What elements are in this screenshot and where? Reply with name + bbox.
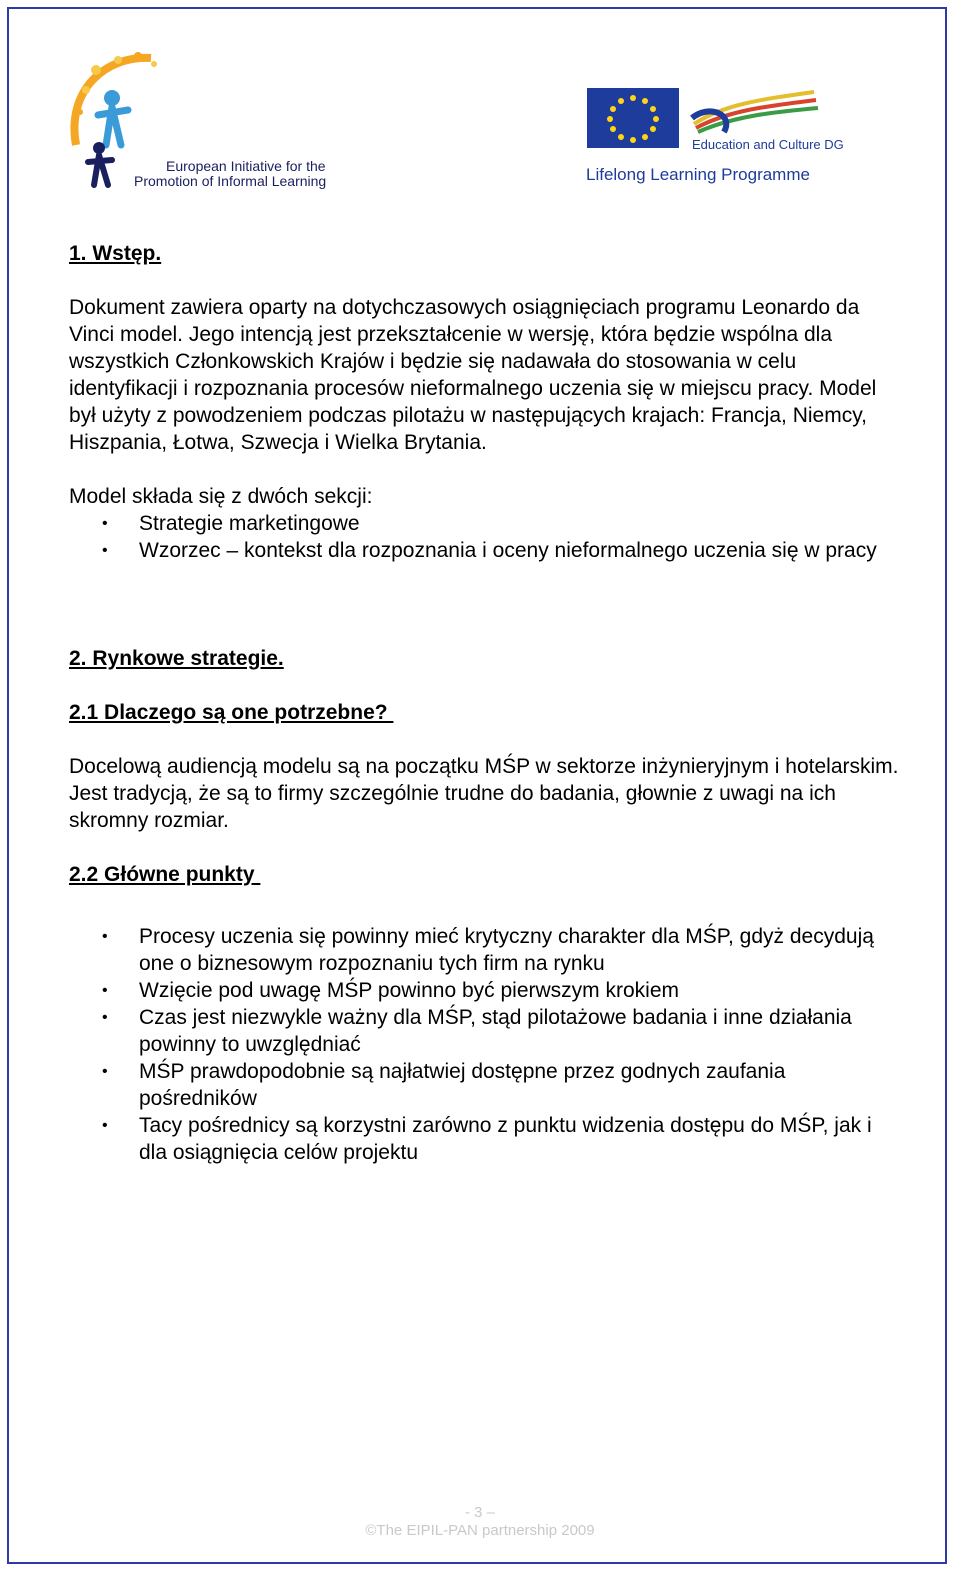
intro-list-intro: Model składa się z dwóch sekcji: [69,485,373,508]
list-item: • Strategie marketingowe [69,510,899,537]
list-item: • MŚP prawdopodobnie są najłatwiej dostępne przez godnych zaufania pośredników [69,1058,899,1112]
eu-flag-icon [584,84,852,194]
list-item: • Wzięcie pod uwagę MŚP powinno być pierwszym krokiem [69,977,899,1004]
subsection-heading-why: 2.1 Dlaczego są one potrzebne? [69,701,394,724]
intro-list [69,510,899,564]
svg-text:European Initiative for the: European Initiative for the [166,158,326,174]
document-body [69,240,899,1166]
section-heading-intro: 1. Wstęp. [69,242,162,265]
list-item: • Czas jest niezwykle ważny dla MŚP, stąd pilotażowe badania i inne działania powinny to uwzględniać [69,1004,899,1058]
svg-text:Education and Culture DG: Education and Culture DG [692,137,844,152]
main-points-list [69,923,899,1166]
svg-text:Lifelong Learning Programme: Lifelong Learning Programme [586,165,810,184]
eu-lifelong-learning-logo [584,84,852,194]
why-paragraph: Docelową audiencją modelu są na początku MŚP w sektorze inżynieryjnym i hotelarskim. Jest tradycją, że są to firmy szczególnie trudne do badania, głownie z uwagi na ich skromny rozmiar. [69,755,899,832]
eipil-logo [66,50,346,200]
list-item: • Wzorzec – kontekst dla rozpoznania i oceny nieformalnego uczenia się w pracy [69,537,899,564]
page-number: - 3 – [464,1504,495,1521]
list-item: • Tacy pośrednicy są korzystni zarówno z punktu widzenia dostępu do MŚP, jak i dla osiągnięcia celów projektu [69,1112,899,1166]
eipil-star-figures-icon [66,50,346,200]
intro-paragraph: Dokument zawiera oparty na dotychczasowych osiągnięciach programu Leonardo da Vinci model. Jego intencją jest przekształcenie w wersję, która będzie wspólna dla wszystkich Członkowskich Krajów i będzie się nadawała do stosowania w celu identyfikacji i rozpoznania procesów nieformalnego uczenia się w miejscu pracy. Model był użyty z powodzeniem podczas pilotażu w następujących krajach: Francja, Niemcy, Hiszpania, Łotwa, Szwecja i Wielka Brytania. [69,296,877,454]
list-item: • Procesy uczenia się powinny mieć krytyczny charakter dla MŚP, gdyż decydują one o biznesowym rozpoznaniu tych firm na rynku [69,923,899,977]
copyright-footer: ©The EIPIL-PAN partnership 2009 [365,1522,595,1539]
svg-text:Promotion of Informal Learning: Promotion of Informal Learning [134,173,327,189]
section-heading-market: 2. Rynkowe strategie. [69,647,284,670]
subsection-heading-main-points: 2.2 Główne punkty [69,863,261,886]
